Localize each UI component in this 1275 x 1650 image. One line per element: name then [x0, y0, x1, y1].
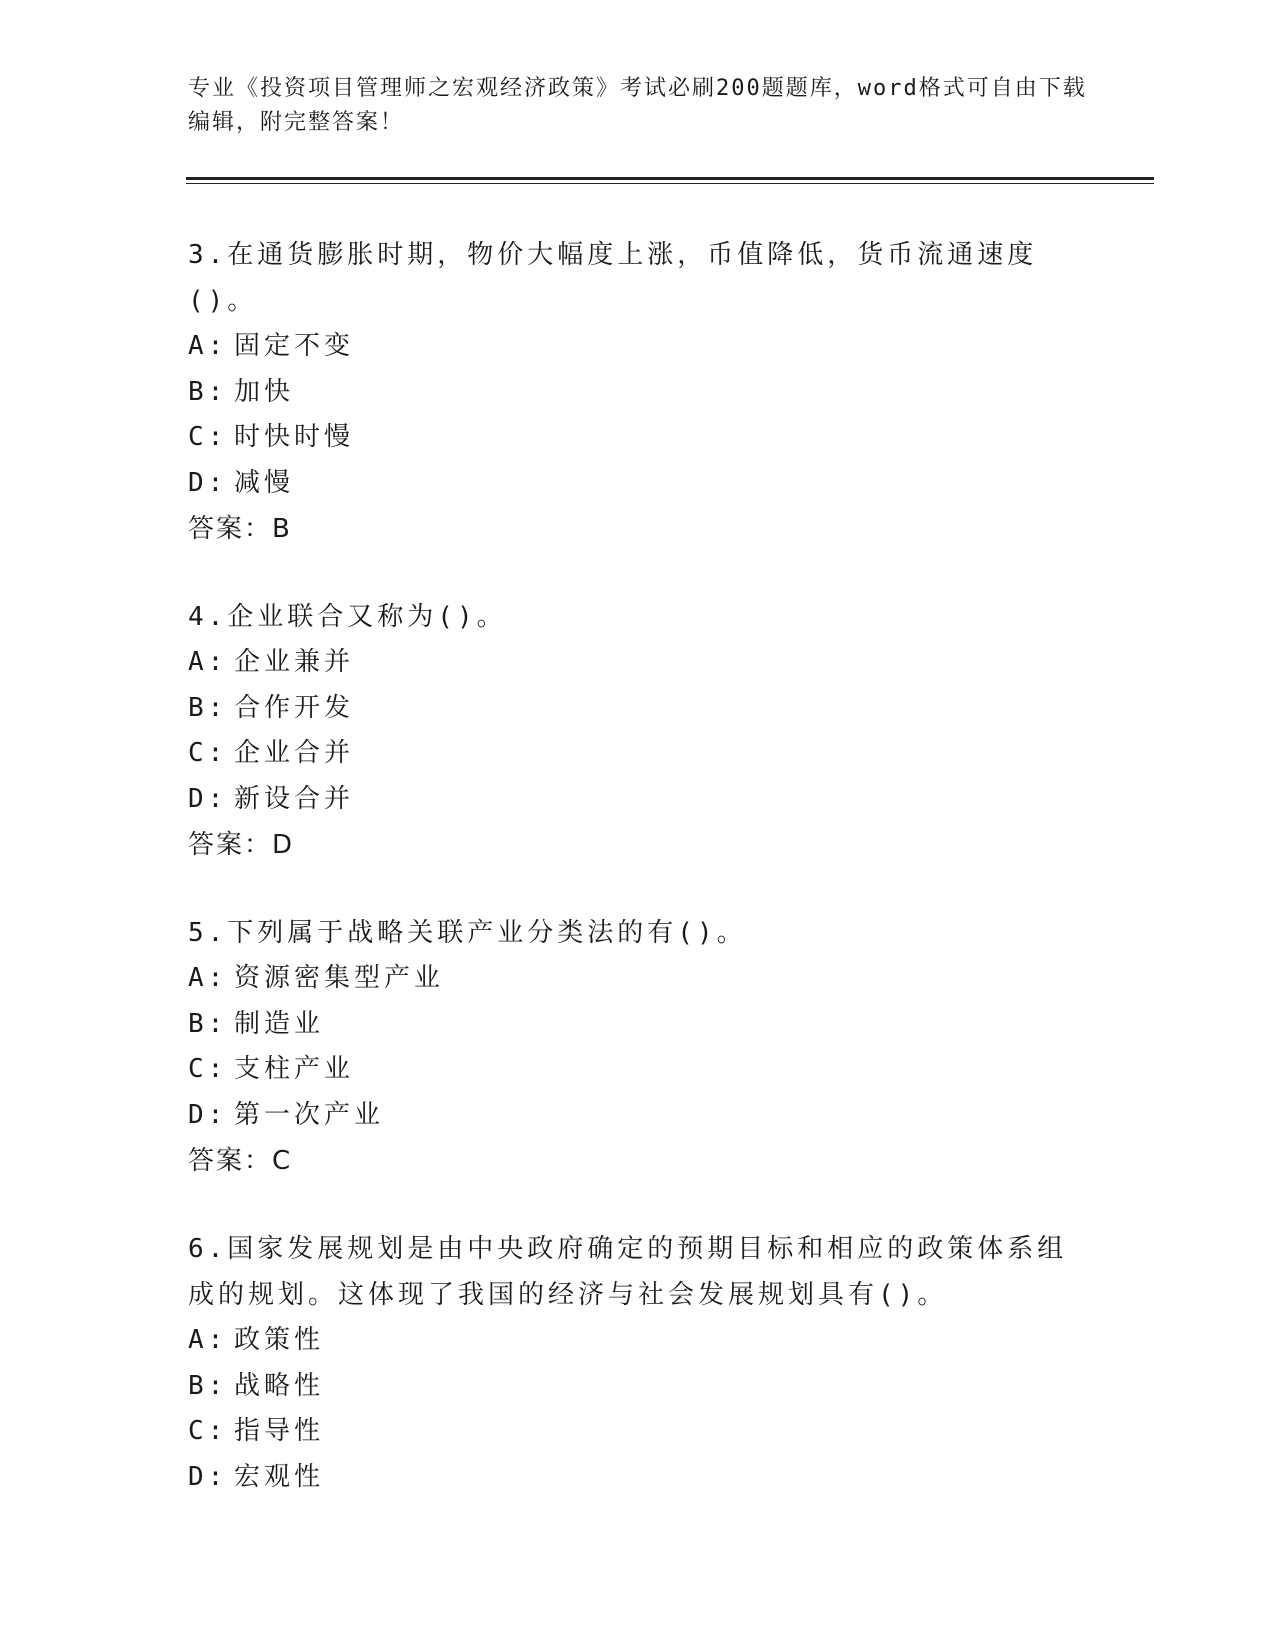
option-c: [188, 415, 1088, 461]
answer-text: 答案：B: [188, 514, 292, 544]
option-d: [188, 1093, 1088, 1139]
option-text: 指导性: [234, 1416, 325, 1446]
option-text: 固定不变: [234, 331, 355, 361]
option-text: 加快: [234, 376, 295, 407]
question-text: 4.企业联合又称为()。: [188, 602, 507, 632]
option-text: 第一次产业: [234, 1099, 385, 1130]
option-text: 制造业: [234, 1008, 325, 1039]
question-block: [188, 594, 1088, 868]
question-list: [188, 232, 1088, 1542]
question-text: 5.下列属于战略关联产业分类法的有()。: [188, 918, 747, 948]
option-letter: D:: [188, 783, 228, 814]
question-block: [188, 232, 1088, 552]
answer-text: 答案：C: [188, 1146, 293, 1176]
option-letter: D:: [188, 1461, 228, 1492]
option-letter: C:: [188, 738, 228, 768]
option-a: [188, 1318, 1088, 1364]
option-a: [188, 640, 1088, 686]
option-text: 企业兼并: [234, 647, 355, 677]
option-letter: D:: [188, 467, 228, 498]
option-letter: C:: [188, 1054, 228, 1084]
option-a: [188, 956, 1088, 1002]
option-c: [188, 1409, 1088, 1455]
option-d: [188, 461, 1088, 507]
option-letter: D:: [188, 1099, 228, 1130]
option-letter: C:: [188, 422, 228, 452]
option-a: [188, 324, 1088, 370]
option-letter: B:: [188, 692, 228, 723]
question-block: [188, 910, 1088, 1184]
option-text: 合作开发: [234, 692, 355, 723]
option-b: [188, 1002, 1088, 1048]
option-letter: C:: [188, 1416, 228, 1446]
option-c: [188, 1047, 1088, 1093]
option-text: 时快时慢: [234, 422, 355, 452]
option-letter: A:: [188, 1325, 228, 1355]
header-divider-thick: [186, 177, 1154, 180]
option-letter: A:: [188, 963, 228, 993]
question-text: 6.国家发展规划是由中央政府确定的预期目标和相应的政策体系组成的规划。这体现了我国的经济与社会发展规划具有()。: [188, 1234, 1068, 1310]
option-text: 企业合并: [234, 738, 355, 768]
option-letter: B:: [188, 1370, 228, 1401]
option-d: [188, 1455, 1088, 1501]
option-text: 减慢: [234, 467, 295, 498]
option-c: [188, 731, 1088, 777]
question-block: [188, 1226, 1088, 1500]
option-text: 支柱产业: [234, 1054, 355, 1084]
question-text: 3.在通货膨胀时期，物价大幅度上涨，币值降低，货币流通速度()。: [188, 240, 1038, 316]
option-d: [188, 777, 1088, 823]
option-text: 资源密集型产业: [234, 963, 445, 993]
option-text: 战略性: [234, 1370, 325, 1401]
option-b: [188, 1364, 1088, 1410]
option-letter: A:: [188, 331, 228, 361]
option-letter: B:: [188, 1008, 228, 1039]
option-text: 新设合并: [234, 783, 355, 814]
header-divider-thin: [186, 183, 1154, 184]
option-text: 政策性: [234, 1325, 325, 1355]
document-header: 专业《投资项目管理师之宏观经济政策》考试必刷200题题库，word格式可自由下载编辑，附完整答案！: [188, 76, 1087, 135]
option-b: [188, 370, 1088, 416]
option-letter: B:: [188, 376, 228, 407]
option-text: 宏观性: [234, 1461, 325, 1492]
option-b: [188, 686, 1088, 732]
answer-text: 答案：D: [188, 830, 295, 860]
option-letter: A:: [188, 647, 228, 677]
